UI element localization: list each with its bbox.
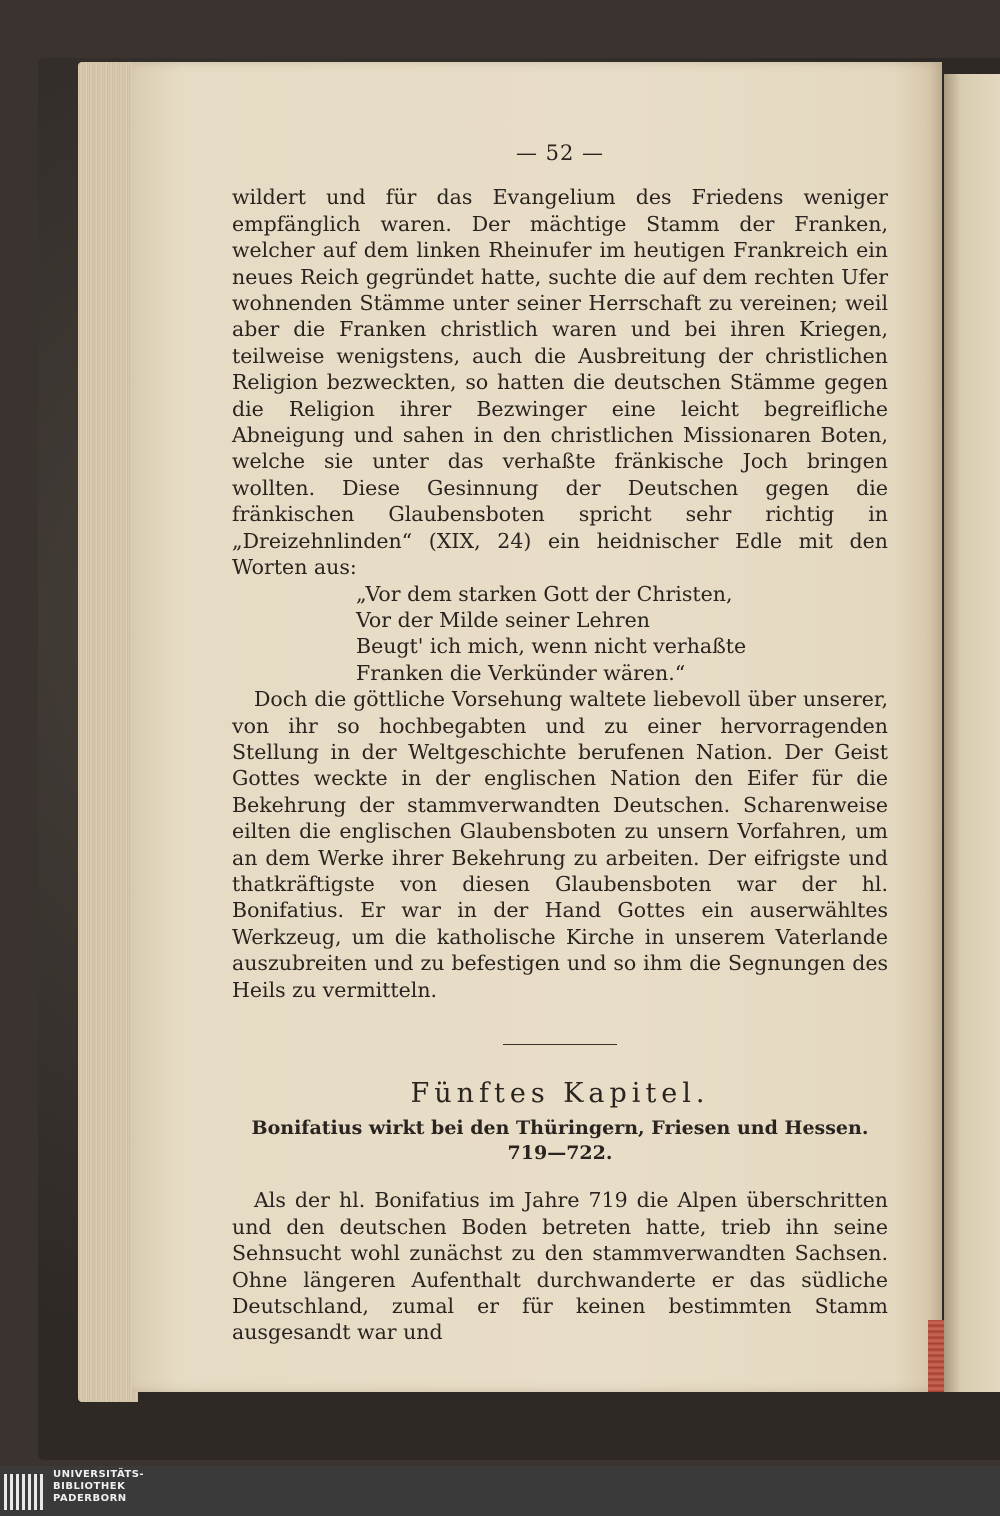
library-logo-icon xyxy=(4,1468,48,1514)
paragraph-1: wildert und für das Evangelium des Friedens weniger empfänglich waren. Der mächtige Stamm der Franken, welcher auf dem linken Rheinufer im heutigen Frankreich ein neues Reich gegründet hatte, suchte die auf dem rechten Ufer wohnenden Stämme unter seiner Herrschaft zu vereinen; weil aber die Franken christlich waren und bei ihren Kriegen, teilweise wenigstens, auch die Ausbreitung der christlichen Religion bezweckten, so hatten die deutschen Stämme gegen die Religion ihrer Bezwinger eine leicht begreifliche Abneigung und sahen in den christlichen Missionaren Boten, welche sie unter das verhaßte fränkische Joch bringen wollten. Diese Gesinnung der Deutschen gegen die fränkischen Glaubensboten spricht sehr richtig in „Dreizehnlinden“ (XIX, 24) ein heidnischer Edle mit den Worten aus: xyxy=(232,185,888,580)
library-footer xyxy=(0,1466,1000,1516)
verse-line: Vor der Milde seiner Lehren xyxy=(356,607,650,632)
chapter-subtitle: Bonifatius wirkt bei den Thüringern, Friesen und Hessen. xyxy=(251,1117,869,1140)
verse-line: „Vor dem starken Gott der Christen, xyxy=(356,581,733,606)
chapter-years: 719—722. xyxy=(507,1142,613,1165)
section-divider xyxy=(503,1044,617,1045)
paragraph-3: Als der hl. Bonifatius im Jahre 719 die Alpen überschritten und den deutschen Boden betreten hatte, trieb ihn seine Sehnsucht wohl zunächst zu den stammverwandten Sachsen. Ohne längeren Aufenthalt durchwanderte er das südliche Deutschland, zumal er für keinen bestimmten Stamm ausgesandt war und xyxy=(232,1188,888,1345)
bookmark-ribbon xyxy=(928,1320,944,1392)
library-name-line: PADERBORN xyxy=(53,1493,127,1504)
page-number: — 52 — xyxy=(515,141,605,165)
page-stack-edge xyxy=(78,62,138,1402)
verse-line: Beugt' ich mich, wenn nicht verhaßte xyxy=(356,634,747,659)
verse-line: Franken die Verkünder wären.“ xyxy=(356,660,686,685)
page-text xyxy=(232,140,888,1346)
library-name xyxy=(53,1469,144,1505)
paragraph-2: Doch die göttliche Vorsehung waltete liebevoll über unserer, von ihr so hochbegabten und zu einer hervorragenden Stellung in der Weltgeschichte berufenen Nation. Der Geist Gottes weckte in der englischen Nation den Eifer für die Bekehrung der stammverwandten Deutschen. Scharenweise eilten die englischen Glaubensboten zu unsern Vorfahren, um an dem Werke ihrer Bekehrung zu arbeiten. Der eifrigste und thatkräftigste von diesen Glaubensboten war der hl. Bonifatius. Er war in der Hand Gottes ein auserwähltes Werkzeug, um die katholische Kirche in unserem Vaterlande auszubreiten und zu befestigen und so ihm die Segnungen des Heils zu vermitteln. xyxy=(232,687,888,1002)
library-name-line: UNIVERSITÄTS- xyxy=(53,1469,145,1480)
chapter-title: Fünftes Kapitel. xyxy=(410,1078,710,1109)
verse-quote xyxy=(356,581,888,687)
library-name-line: BIBLIOTHEK xyxy=(53,1481,126,1492)
next-page-edge xyxy=(944,74,1000,1392)
